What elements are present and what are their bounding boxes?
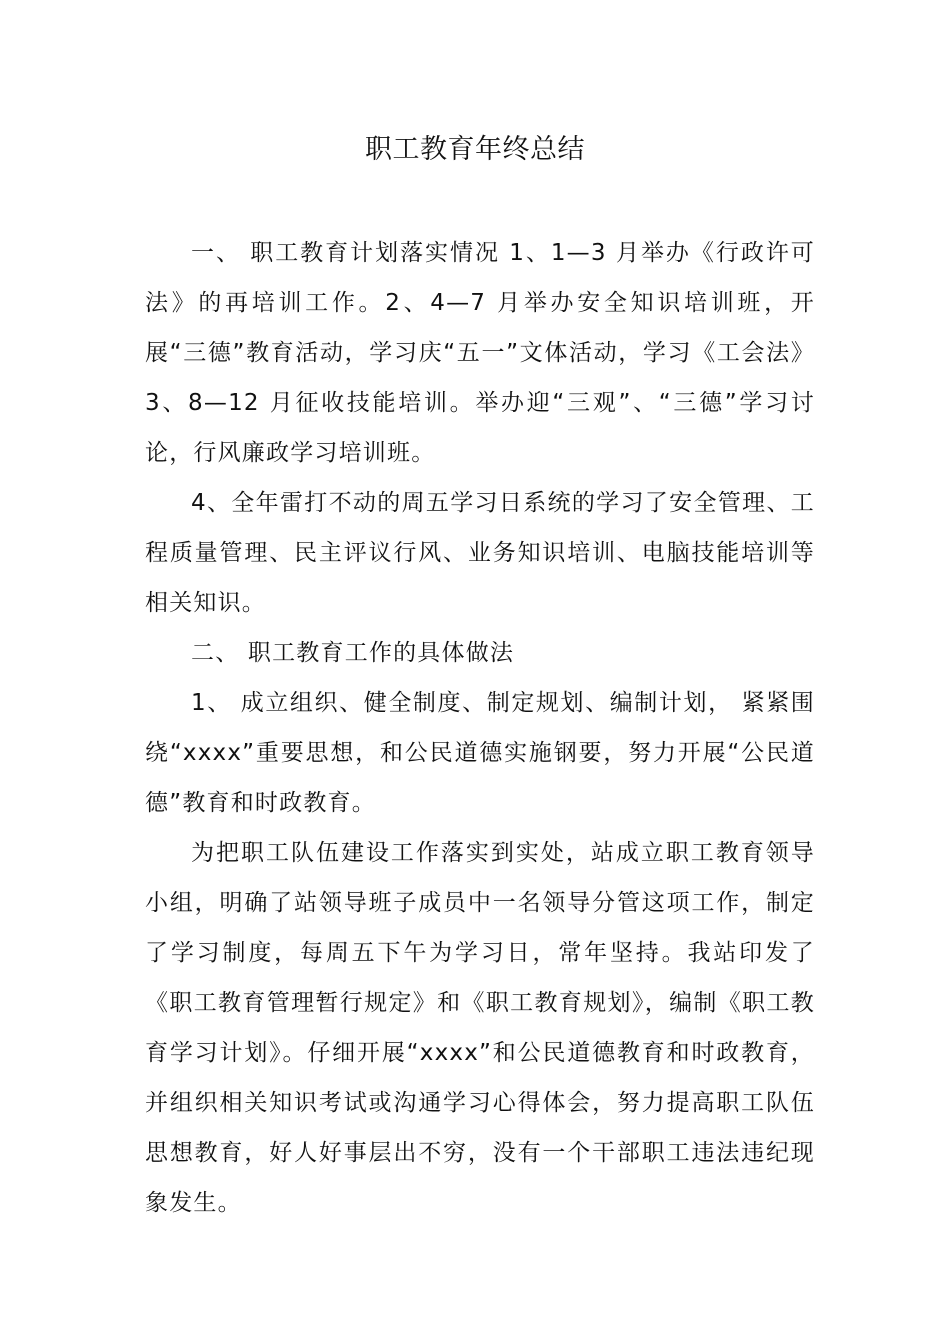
section-heading-practices: 二、 职工教育工作的具体做法 — [191, 640, 515, 666]
document-title: 职工教育年终总结 — [365, 134, 585, 165]
paragraph-friday-study: 4、全年雷打不动的周五学习日系统的学习了安全管理、工程质量管理、民主评议行风、业务知识培训、电脑技能培训等相关知识。 — [145, 490, 815, 616]
paragraph-plan-implementation: 一、 职工教育计划落实情况 1、1—3 月举办《行政许可法》的再培训工作。2、4—7 月举办安全知识培训班，开展“三德”教育活动，学习庆“五一”文体活动，学习《工会法》3、8—12 月征收技能培训。举办迎“三观”、“三德”学习讨论，行风廉政学习培训班。 — [145, 240, 815, 466]
paragraph-team-building: 为把职工队伍建设工作落实到实处，站成立职工教育领导小组，明确了站领导班子成员中一名领导分管这项工作，制定了学习制度，每周五下午为学习日，常年坚持。我站印发了《职工教育管理暂行规定》和《职工教育规划》，编制《职工教育学习计划》。仔细开展“xxxx”和公民道德教育和时政教育，并组织相关知识考试或沟通学习心得体会，努力提高职工队伍思想教育，好人好事层出不穷，没有一个干部职工违法违纪现象发生。 — [145, 840, 815, 1216]
document-body — [145, 228, 815, 1228]
paragraph-organization: 1、 成立组织、健全制度、制定规划、编制计划， 紧紧围绕“xxxx”重要思想，和公民道德实施钢要，努力开展“公民道德”教育和时政教育。 — [145, 690, 815, 816]
